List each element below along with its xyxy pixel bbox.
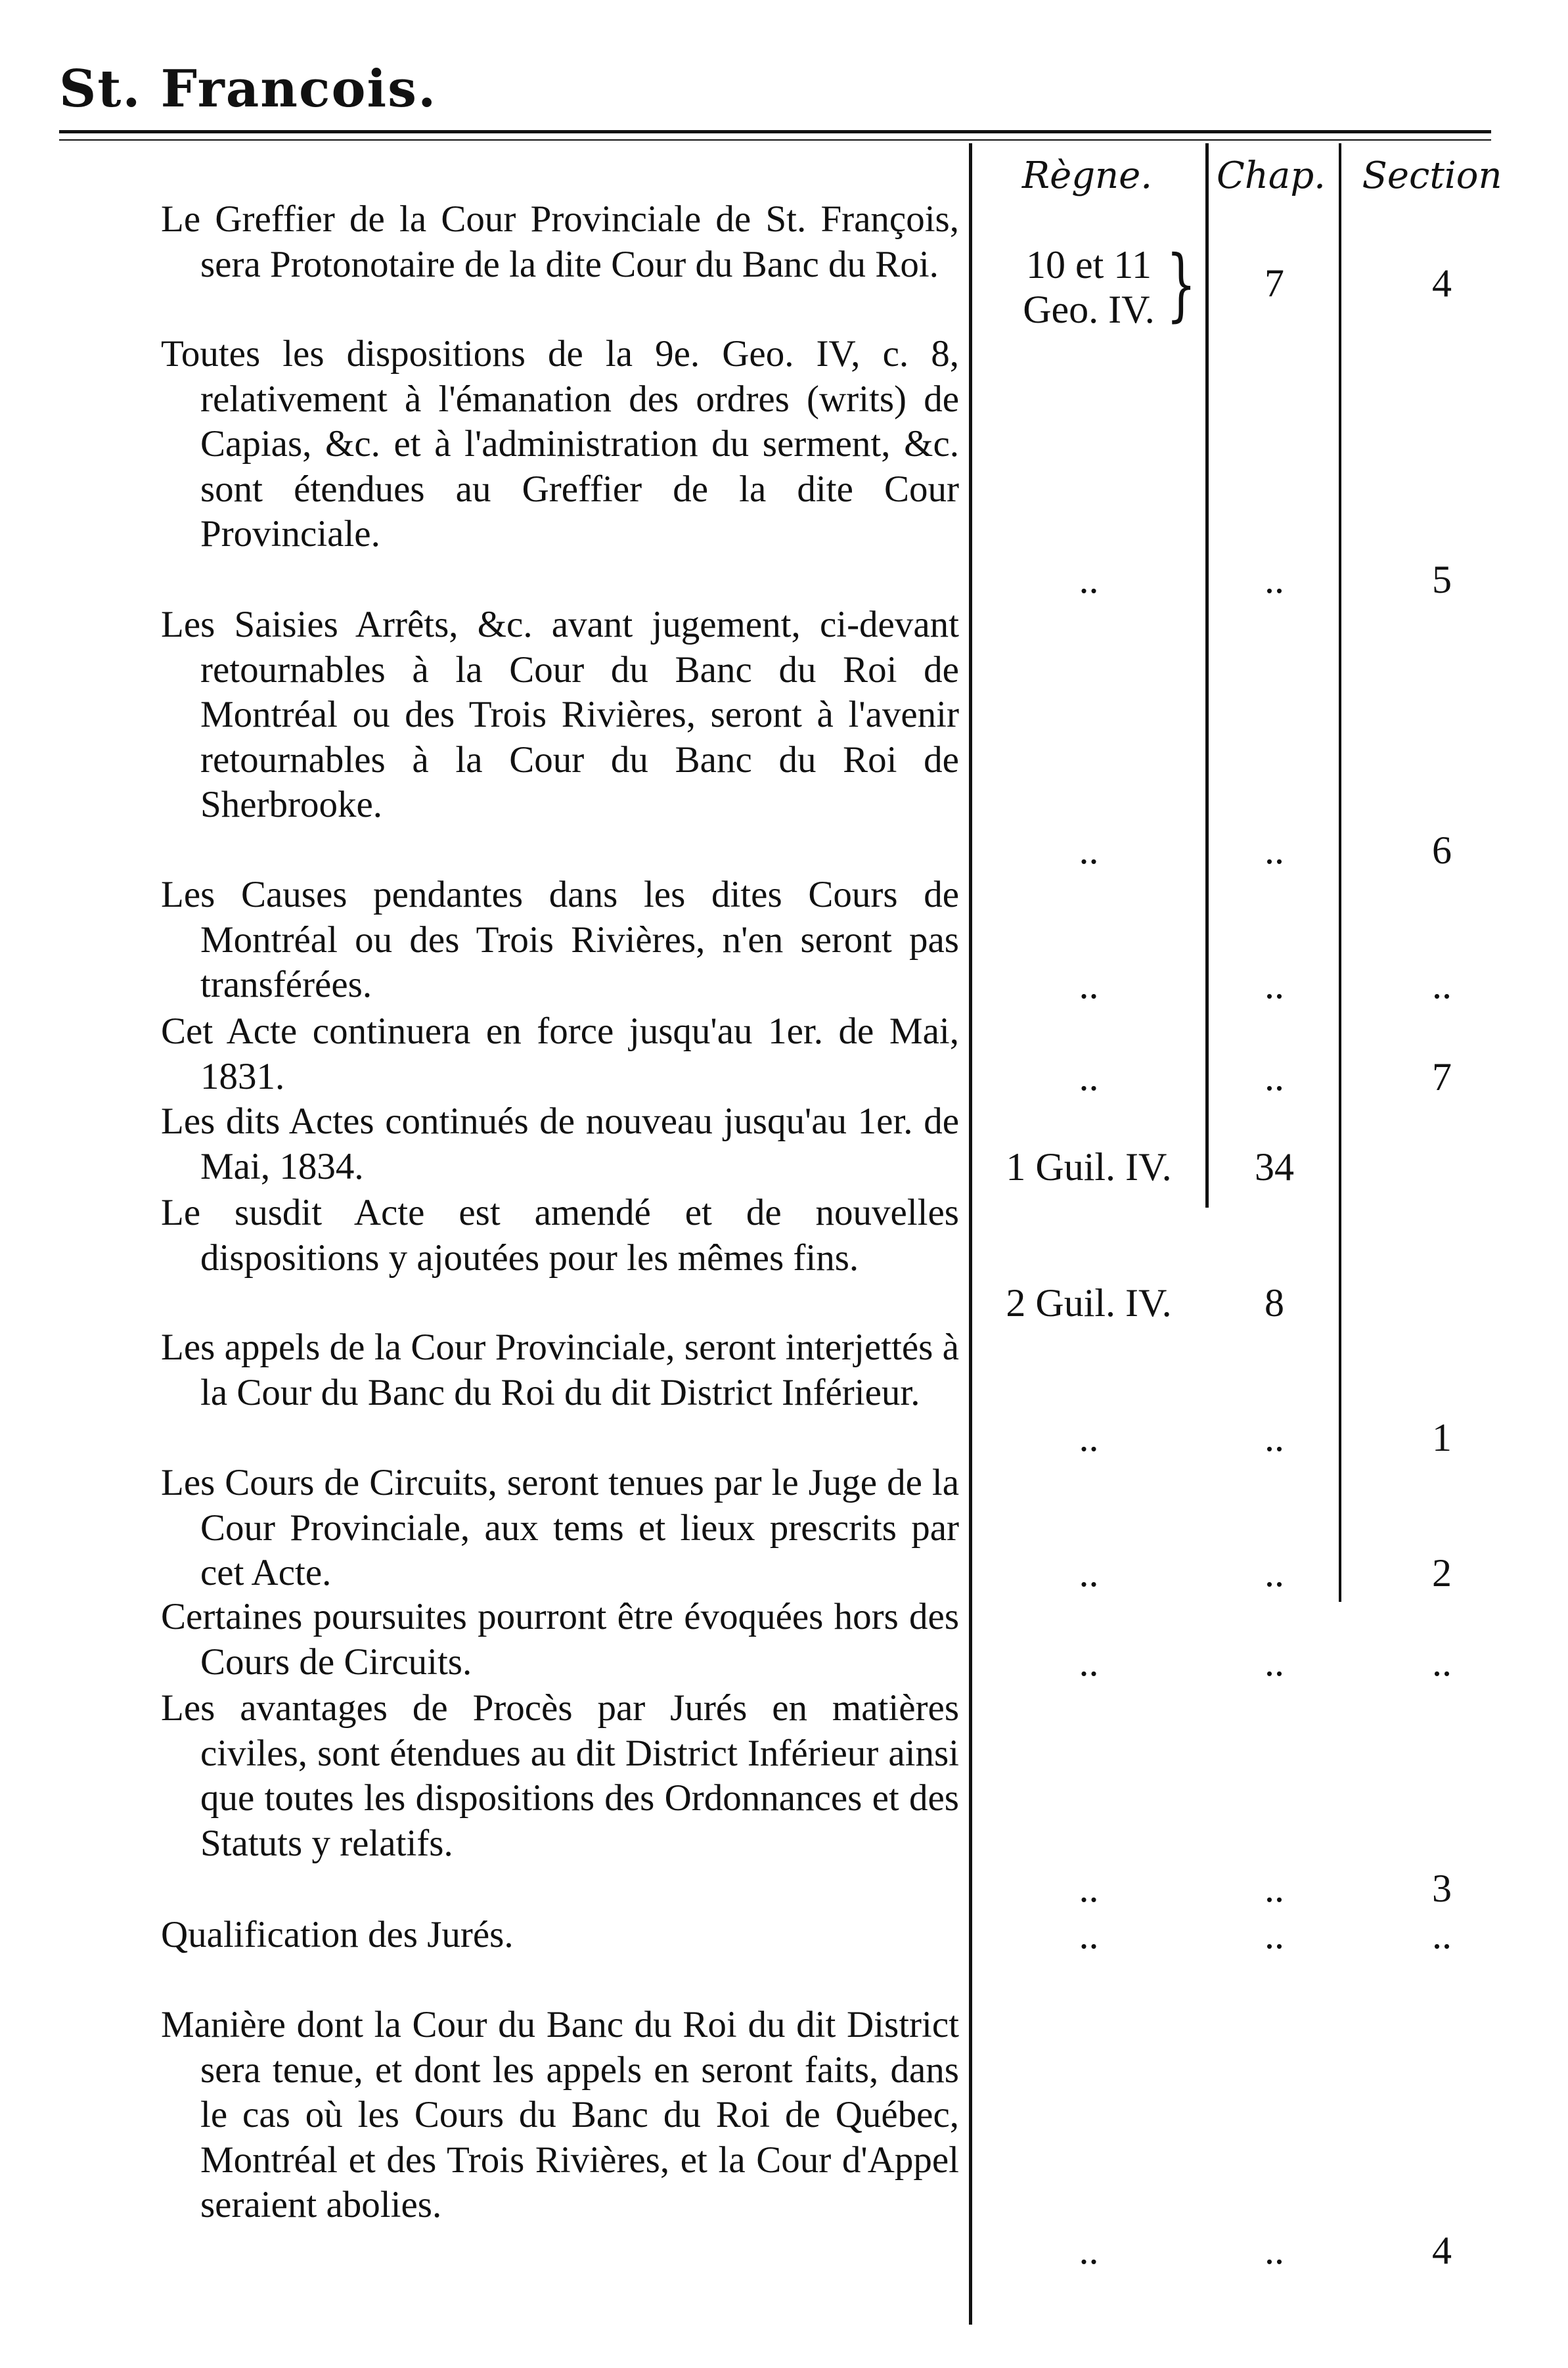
chap-cell: ..: [1265, 2229, 1284, 2272]
entry-description: Le susdit Acte est amendé et de nouvelles dispositions y ajoutées pour les mêmes fins.: [161, 1192, 959, 1279]
section-cell: 1: [1432, 1416, 1452, 1460]
regne-cell: ..: [1079, 1913, 1099, 1957]
regne-cell: ..: [1079, 558, 1099, 601]
column-header-regne: Règne.: [1021, 154, 1153, 197]
table-row: [0, 1686, 1568, 1911]
entry-description: Les appels de la Cour Provinciale, seront interjettés à la Cour du Banc du Roi du dit District Inférieur.: [161, 1327, 959, 1413]
section-cell: ..: [1432, 1640, 1452, 1684]
header-rule-thick: [59, 130, 1491, 133]
column-header-chap: Chap.: [1217, 154, 1326, 197]
entry-description: Les avantages de Procès par Jurés en matières civiles, sont étendues au dit District Inférieur ainsi que toutes les dispositions des Ordonnances et des Statuts y relatifs.: [161, 1687, 959, 1864]
section-cell: 6: [1432, 829, 1452, 872]
chap-cell: ..: [1265, 1416, 1284, 1460]
regne-cell: ..: [1079, 963, 1099, 1007]
entry-description: Le Greffier de la Cour Provinciale de St. François, sera Protonotaire de la dite Cour du Banc du Roi.: [161, 198, 959, 285]
section-cell: 4: [1432, 2229, 1452, 2272]
section-cell: 5: [1432, 558, 1452, 601]
regne-cell: ..: [1079, 1551, 1099, 1595]
section-cell: 4: [1432, 262, 1452, 306]
entry-description: Les Causes pendantes dans les dites Cours de Montréal ou des Trois Rivières, n'en seront pas transférées.: [161, 874, 959, 1006]
entry-description: Les Cours de Circuits, seront tenues par le Juge de la Cour Provinciale, aux tems et lieux prescrits par cet Acte.: [161, 1462, 959, 1594]
chap-cell: ..: [1265, 1913, 1284, 1957]
table-row: [0, 1099, 1568, 1189]
table-row: [0, 1461, 1568, 1596]
entry-description: Les Saisies Arrêts, &c. avant jugement, ci-devant retournables à la Cour du Banc du Roi de Montréal ou des Trois Rivières, seront à l'avenir retournables à la Cour du Banc du Roi de Sherbrooke.: [161, 604, 959, 826]
entry-description: Les dits Actes continués de nouveau jusqu'au 1er. de Mai, 1834.: [161, 1101, 959, 1187]
table-row: [0, 873, 1568, 1008]
header-rule-thin: [59, 139, 1491, 141]
table-row: [0, 1913, 1568, 1958]
column-header-section: Section: [1362, 154, 1502, 197]
regne-cell: 2 Guil. IV.: [1006, 1281, 1172, 1325]
regne-cell: ..: [1079, 1055, 1099, 1099]
table-row: [0, 603, 1568, 873]
brace-glyph: }: [1166, 239, 1197, 330]
regne-cell: ..: [1079, 829, 1099, 872]
chap-cell: ..: [1265, 963, 1284, 1007]
entry-description: Toutes les dispositions de la 9e. Geo. IV, c. 8, relativement à l'émanation des ordres (writs) de Capias, &c. et à l'administration du serment, &c. sont étendues au Greffier de la dite Cour Provinciale.: [161, 333, 959, 555]
section-cell: 2: [1432, 1551, 1452, 1595]
table-row: [0, 1325, 1568, 1461]
chap-cell: ..: [1265, 558, 1284, 601]
chap-cell: ..: [1265, 829, 1284, 872]
section-cell: 3: [1432, 1867, 1452, 1911]
entry-description: Qualification des Jurés.: [161, 1914, 514, 1955]
section-cell: 7: [1432, 1055, 1452, 1099]
chap-cell: 7: [1265, 262, 1284, 306]
regne-cell: 10 et 11 Geo. IV.: [1023, 242, 1155, 332]
table-row: [0, 2003, 1568, 2273]
chap-cell: ..: [1265, 1867, 1284, 1911]
regne-cell: ..: [1079, 1416, 1099, 1460]
regne-cell: ..: [1079, 2229, 1099, 2272]
chap-cell: ..: [1265, 1640, 1284, 1684]
chap-cell: 8: [1265, 1281, 1284, 1325]
regne-cell: 1 Guil. IV.: [1006, 1145, 1172, 1189]
chap-cell: 34: [1255, 1145, 1294, 1189]
section-cell: ..: [1432, 963, 1452, 1007]
table-row: [0, 1595, 1568, 1685]
regne-cell: ..: [1079, 1640, 1099, 1684]
regne-cell: ..: [1079, 1867, 1099, 1911]
entry-description: Cet Acte continuera en force jusqu'au 1er. de Mai, 1831.: [161, 1011, 959, 1097]
section-cell: ..: [1432, 1913, 1452, 1957]
chap-cell: ..: [1265, 1551, 1284, 1595]
entry-description: Manière dont la Cour du Banc du Roi du dit District sera tenue, et dont les appels en seront faits, dans le cas où les Cours du Banc du Roi de Québec, Montréal et des Trois Rivières, et la Cour d'Appel seraient abolies.: [161, 2004, 959, 2226]
chap-cell: ..: [1265, 1055, 1284, 1099]
entry-description: Certaines poursuites pourront être évoquées hors des Cours de Circuits.: [161, 1596, 959, 1683]
table-row: [0, 332, 1568, 603]
table-row: [0, 1191, 1568, 1326]
page-header-title: St. Francois.: [59, 59, 437, 119]
table-row: [0, 197, 1568, 332]
table-row: [0, 1009, 1568, 1099]
